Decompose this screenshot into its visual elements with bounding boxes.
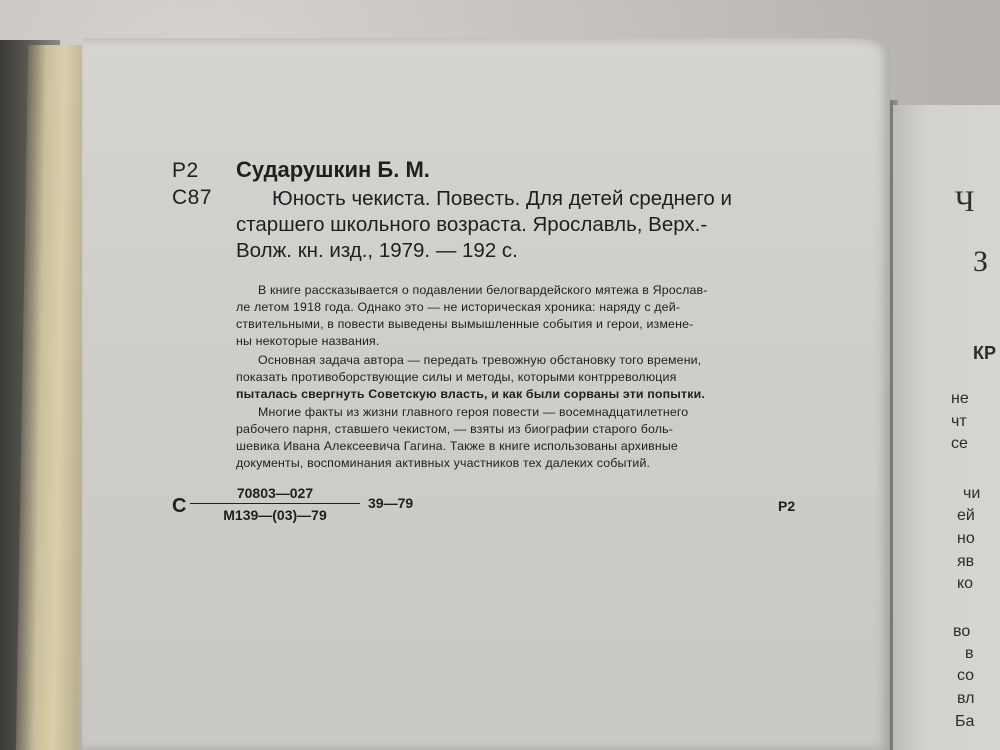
right-page-fragment: се — [951, 435, 968, 452]
annotation-line: Основная задача автора — передать тревожную обстановку того времени, — [258, 353, 702, 367]
book-cover-edge — [16, 45, 90, 750]
code-fraction — [190, 485, 360, 523]
code-numerator: 70803—027 — [190, 485, 360, 504]
annotation-line: документы, воспоминания активных участников тех далеких событий. — [236, 456, 651, 470]
right-page-fragment: во — [953, 623, 971, 640]
catalog-card — [172, 155, 872, 535]
annotation-line: ны некоторые названия. — [236, 334, 380, 348]
title-line: Юность чекиста. Повесть. Для детей среднего и — [272, 187, 732, 210]
title-line: старшего школьного возраста. Ярославль, Верх.- — [236, 213, 708, 236]
annotation-line: В книге рассказывается о подавлении белогвардейского мятежа в Ярослав- — [258, 283, 708, 297]
annotation-line: ле летом 1918 года. Однако это — не историческая хроника: наряду с дей- — [236, 300, 681, 314]
right-page-fragment: З — [973, 245, 989, 278]
code-right-index: Р2 — [778, 498, 796, 514]
right-page — [893, 105, 1000, 750]
right-page-fragment: не — [951, 390, 969, 407]
code-suffix: 39—79 — [368, 495, 414, 511]
code-denominator: М139—(03)—79 — [223, 507, 327, 523]
right-page-fragment: чт — [951, 413, 967, 430]
right-page-fragment: в — [965, 645, 974, 662]
right-page-fragment: вл — [957, 690, 975, 707]
right-page-fragment: Ч — [955, 185, 975, 218]
author-sign: С87 — [172, 186, 213, 209]
right-page-fragment: ей — [957, 507, 975, 524]
annotation-line: пыталась свергнуть Советскую власть, и как были сорваны эти попытки. — [236, 387, 705, 401]
right-page-fragment: КР — [973, 343, 996, 363]
right-page-fragment: но — [957, 530, 975, 547]
right-page-fragment: Ба — [955, 713, 975, 730]
annotation-line: ствительными, в повести выведены вымышленные события и герои, измене- — [236, 317, 694, 331]
annotation-line: шевика Ивана Алексеевича Гагина. Также в книге использованы архивные — [236, 439, 678, 453]
author-name: Сударушкин Б. М. — [236, 157, 430, 182]
annotation-line: Многие факты из жизни главного героя повести — восемнадцатилетнего — [258, 405, 689, 419]
right-page-fragment: со — [957, 667, 975, 684]
annotation-line: показать противоборствующие силы и методы, которыми контрреволюция — [236, 370, 677, 384]
annotation-line: рабочего парня, ставшего чекистом, — взяты из биографии старого боль- — [236, 422, 673, 436]
title-line: Волж. кн. изд., 1979. — 192 с. — [236, 239, 518, 262]
right-page-fragment: чи — [963, 485, 981, 502]
classification-index: Р2 — [172, 159, 199, 182]
right-page-fragment: яв — [957, 553, 975, 570]
code-letter: С — [172, 495, 187, 517]
right-page-fragment: ко — [957, 575, 974, 592]
